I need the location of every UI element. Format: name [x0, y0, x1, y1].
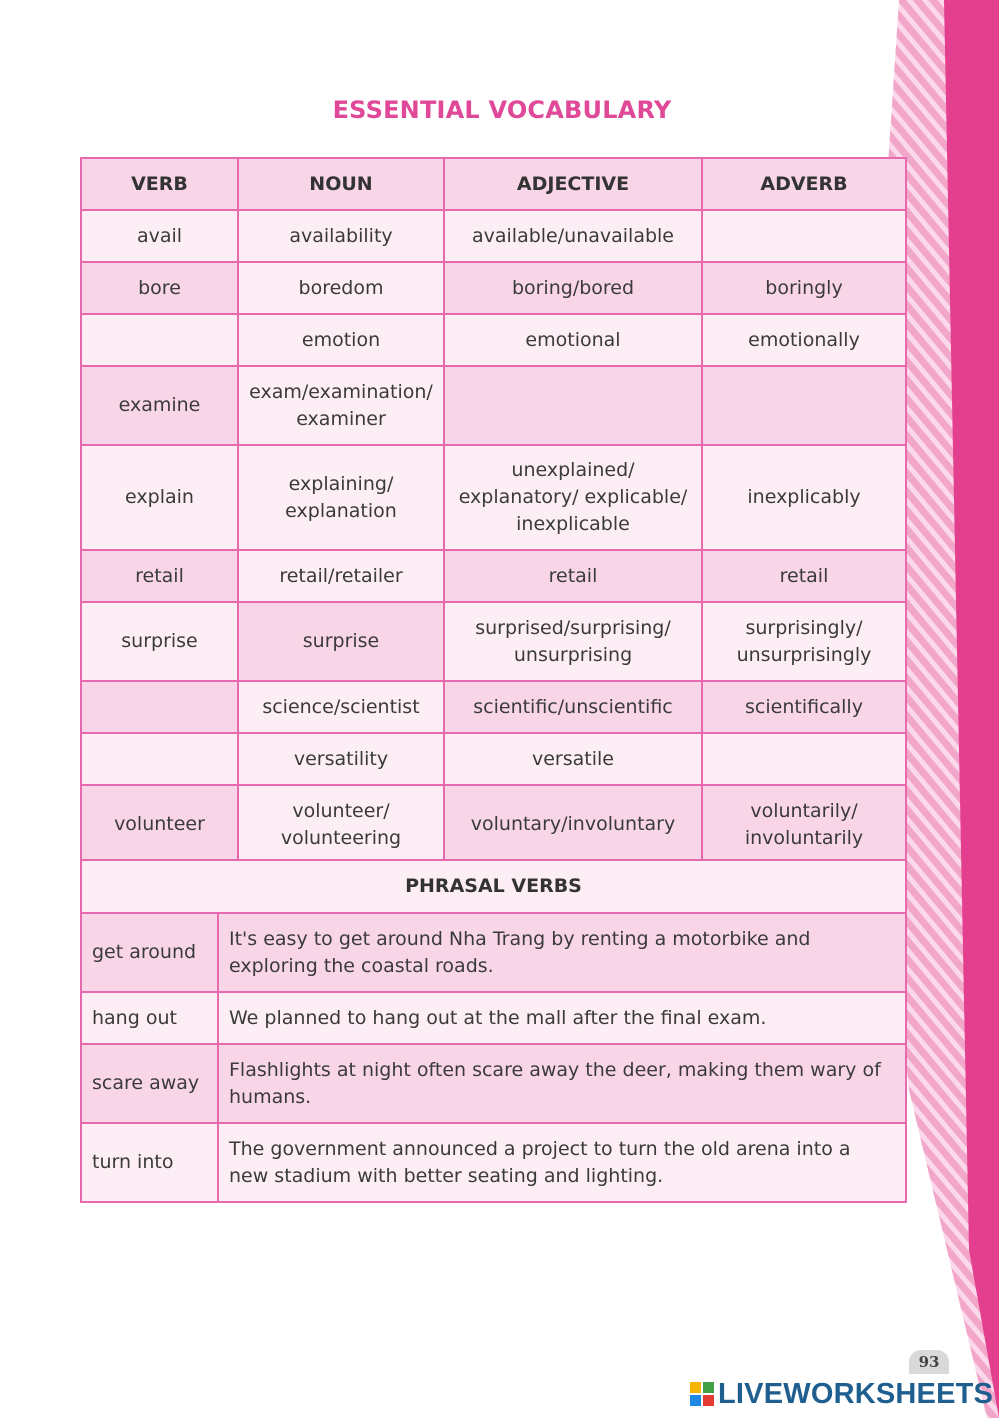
noun-cell: emotion [238, 314, 444, 366]
verb-cell [81, 681, 238, 733]
table-row [81, 1044, 906, 1123]
header-verb: VERB [81, 158, 238, 210]
page-number: 93 [909, 1350, 949, 1374]
verb-cell: retail [81, 550, 238, 602]
adjective-cell: scientific/unscientific [444, 681, 702, 733]
phrasal-verbs-table [80, 859, 907, 1203]
phrasal-verb-cell: scare away [81, 1044, 218, 1123]
header-adjective: ADJECTIVE [444, 158, 702, 210]
example-sentence-cell: We planned to hang out at the mall after the final exam. [218, 992, 906, 1044]
table-row [81, 992, 906, 1044]
header-adverb: ADVERB [702, 158, 906, 210]
table-row [81, 681, 906, 733]
adverb-cell: emotionally [702, 314, 906, 366]
adjective-cell: boring/bored [444, 262, 702, 314]
phrasal-verb-cell: get around [81, 913, 218, 992]
page-title: ESSENTIAL VOCABULARY [332, 96, 672, 124]
noun-cell: boredom [238, 262, 444, 314]
adverb-cell: scientifically [702, 681, 906, 733]
adjective-cell: retail [444, 550, 702, 602]
table-row [81, 550, 906, 602]
table-row [81, 366, 906, 445]
liveworksheets-logo-icon [690, 1382, 714, 1406]
adjective-cell: voluntary/involuntary [444, 785, 702, 864]
header-noun: NOUN [238, 158, 444, 210]
adverb-cell: retail [702, 550, 906, 602]
table-row [81, 314, 906, 366]
adverb-cell [702, 733, 906, 785]
phrasal-verbs-heading: PHRASAL VERBS [81, 860, 906, 913]
adjective-cell: versatile [444, 733, 702, 785]
verb-cell: explain [81, 445, 238, 550]
verb-cell [81, 733, 238, 785]
adverb-cell: surprisingly/ unsurprisingly [702, 602, 906, 681]
liveworksheets-brand[interactable] [690, 1377, 993, 1411]
vocabulary-table [80, 157, 907, 865]
noun-cell: availability [238, 210, 444, 262]
verb-cell: surprise [81, 602, 238, 681]
phrasal-verbs-heading-row [81, 860, 906, 913]
adverb-cell [702, 366, 906, 445]
example-sentence-cell: It's easy to get around Nha Trang by renting a motorbike and exploring the coastal roads. [218, 913, 906, 992]
adverb-cell: inexplicably [702, 445, 906, 550]
example-sentence-cell: The government announced a project to turn the old arena into a new stadium with better seating and lighting. [218, 1123, 906, 1202]
verb-cell: examine [81, 366, 238, 445]
verb-cell: bore [81, 262, 238, 314]
noun-cell: retail/retailer [238, 550, 444, 602]
example-sentence-cell: Flashlights at night often scare away the deer, making them wary of humans. [218, 1044, 906, 1123]
verb-cell [81, 314, 238, 366]
table-header-row [81, 158, 906, 210]
noun-cell: exam/examination/ examiner [238, 366, 444, 445]
adjective-cell [444, 366, 702, 445]
adjective-cell: available/unavailable [444, 210, 702, 262]
brand-name: LIVEWORKSHEETS [718, 1377, 994, 1410]
verb-cell: avail [81, 210, 238, 262]
verb-cell: volunteer [81, 785, 238, 864]
noun-cell: volunteer/ volunteering [238, 785, 444, 864]
table-row [81, 785, 906, 864]
table-row [81, 262, 906, 314]
phrasal-verb-cell: turn into [81, 1123, 218, 1202]
table-row [81, 210, 906, 262]
adverb-cell: boringly [702, 262, 906, 314]
adjective-cell: unexplained/ explanatory/ explicable/ inexplicable [444, 445, 702, 550]
adjective-cell: surprised/surprising/ unsurprising [444, 602, 702, 681]
noun-cell: science/scientist [238, 681, 444, 733]
noun-cell: versatility [238, 733, 444, 785]
noun-cell: explaining/ explanation [238, 445, 444, 550]
table-row [81, 1123, 906, 1202]
table-row [81, 913, 906, 992]
table-row [81, 602, 906, 681]
noun-cell: surprise [238, 602, 444, 681]
table-row [81, 733, 906, 785]
phrasal-verb-cell: hang out [81, 992, 218, 1044]
table-row [81, 445, 906, 550]
adjective-cell: emotional [444, 314, 702, 366]
adverb-cell: voluntarily/ involuntarily [702, 785, 906, 864]
adverb-cell [702, 210, 906, 262]
